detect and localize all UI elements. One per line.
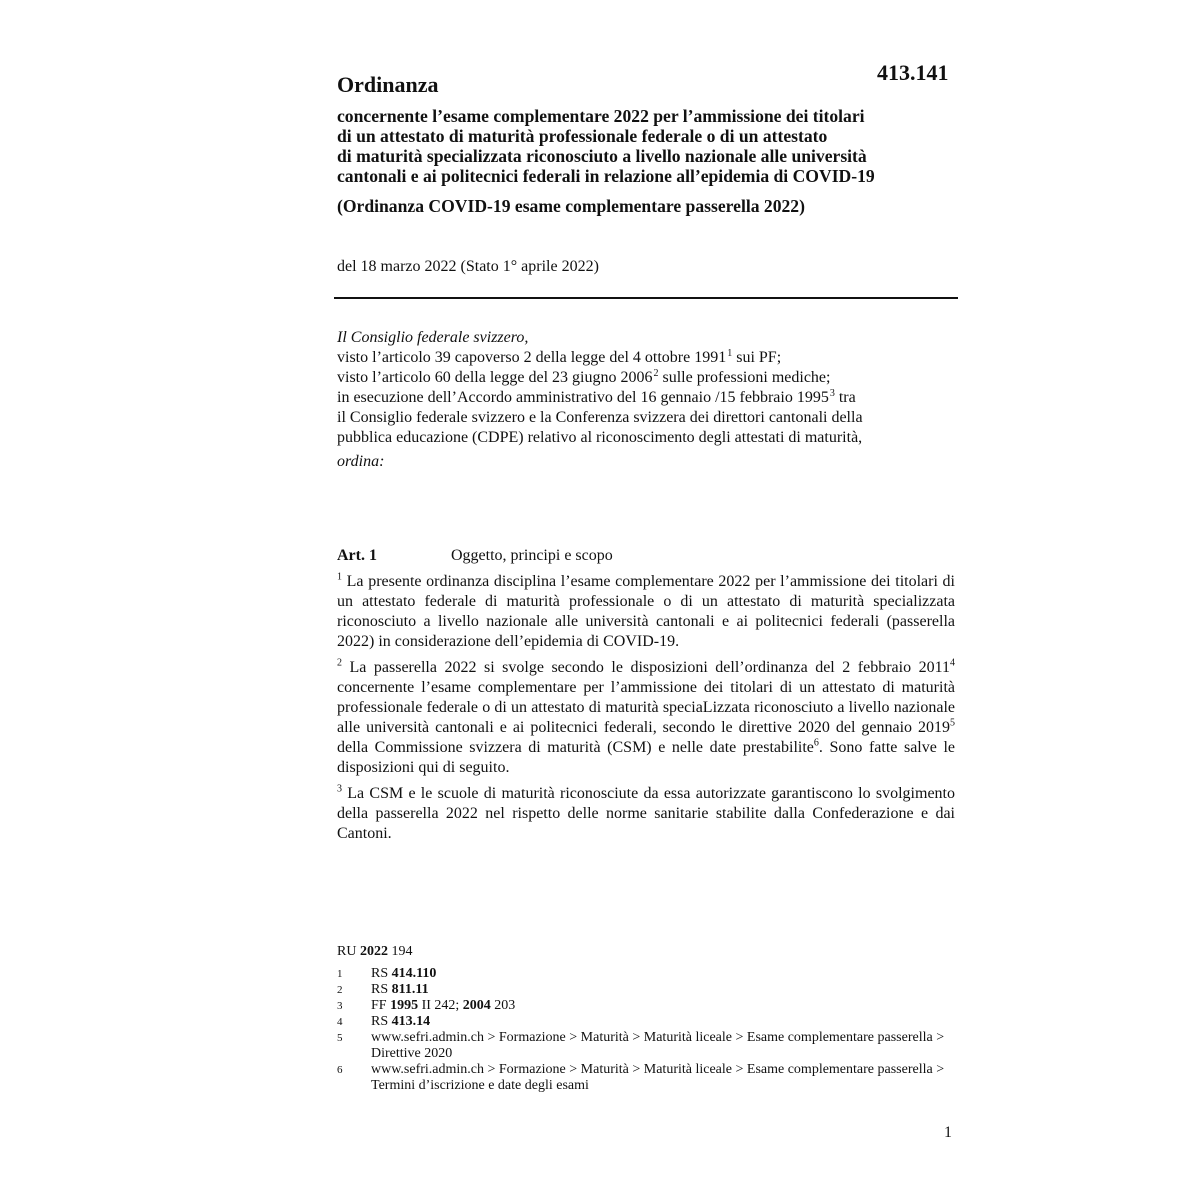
article-1 [337,546,955,850]
footnote-ref[interactable]: 5 [950,717,955,729]
document-date: del 18 marzo 2022 (Stato 1° aprile 2022) [337,258,599,275]
preamble-authority: Il Consiglio federale svizzero, [337,329,529,346]
header-divider [334,297,958,299]
footnote-item: 2 RS 811.11 [337,982,429,997]
footnote-ref[interactable]: 6 [813,737,819,749]
footnote-ref[interactable]: 3 [829,387,835,399]
document-title: Ordinanza [337,72,439,97]
article-paragraph-1: $^1$ La presente ordinanza disciplina l’esame complementare 2022 per l’ammissione dei titolari di un attestato federale di maturità professionale o di un attestato di maturità specializzata riconosciuto a livello nazionale alle università cantonali e ai politecnici federali (passerella 2022) in considerazione dell’epidemia di COVID-19. [337,571,955,650]
preamble-line: visto l’articolo 39 capoverso 2 della legge del 4 ottobre 1991$^1$ sui PF; [337,347,782,366]
footnote-link[interactable]: www.sefri.admin.ch > Formazione > Maturità > Maturità liceale > Esame complementare passerella > Direttive 2020 [371,1030,945,1061]
footnotes [337,944,957,1094]
preamble-line: in esecuzione dell’Accordo amministrativo del 16 gennaio /15 febbraio 1995$^3$ tra [337,387,856,406]
footnote-item: 3 FF 1995 II 242; 2004 203 [337,998,516,1013]
footnote-link[interactable]: www.sefri.admin.ch > Formazione > Maturità > Maturità liceale > Esame complementare passerella > Termini d’iscrizione e date degli esami [371,1062,945,1093]
official-compilation-ref: RU 2022 194 [337,944,413,959]
preamble-line: pubblica educazione (CDPE) relativo al riconoscimento degli attestati di maturità, [337,429,863,446]
document-subtitle: concernente l’esame complementare 2022 per l’ammissione dei titolari di un attestato di maturità professionale federale o di un attestato di maturità specializzata riconosciuto a livello nazionale alle università cantonali e ai politecnici federali in relazione all’epidemia di COVID-19 [337,106,875,186]
article-title: Oggetto, principi e scopo [451,547,613,564]
preamble-ordains: ordina: [337,453,385,470]
sr-number: 413.141 [877,60,949,85]
footnote-ref[interactable]: 4 [950,657,955,669]
footnote-item: 1 RS 414.110 [337,966,437,981]
preamble [337,328,957,472]
page-number: 1 [944,1124,952,1141]
preamble-line: il Consiglio federale svizzero e la Conferenza svizzera dei direttori cantonali della [337,409,863,426]
footnote-item: 4 RS 413.14 [337,1014,431,1029]
footnote-list [337,966,957,1094]
preamble-line: visto l’articolo 60 della legge del 23 giugno 2006$^2$ sulle professioni mediche; [337,367,831,386]
short-title: (Ordinanza COVID-19 esame complementare passerella 2022) [337,196,805,216]
footnote-item: 6 www.sefri.admin.ch > Formazione > Maturità > Maturità liceale > Esame complementare passerella > Termini d’iscrizione e date degli esami [337,1062,957,1094]
article-paragraph-2: $^2$ La passerella 2022 si svolge secondo le disposizioni dell’ordinanza del 2 febbraio 2011$^4$ concernente l’esame complementare per l’ammissione dei titolari di un attestato di maturità professionale federale o di un attestato di maturità speciaLizzata riconosciuto a livello nazionale alle università cantonali e ai politecnici federali, secondo le direttive 2020 del gennaio 2019$^5$ della Commissione svizzera di maturità (CSM) e nelle date prestabilite$^6$. Sono fatte salve le disposizioni qui di seguito. [337,657,955,776]
footnote-ref[interactable]: 2 [653,367,659,379]
article-paragraph-3: $^3$ La CSM e le scuole di maturità riconosciute da essa autorizzate garantiscono lo svolgimento della passerella 2022 nel rispetto delle norme sanitarie stabilite dalla Confederazione e dai Cantoni. [337,783,955,842]
footnote-ref[interactable]: 1 [727,347,733,359]
article-number: Art. 1 [337,547,377,564]
article-heading [337,546,955,566]
footnote-item: 5 www.sefri.admin.ch > Formazione > Maturità > Maturità liceale > Esame complementare passerella > Direttive 2020 [337,1030,957,1062]
